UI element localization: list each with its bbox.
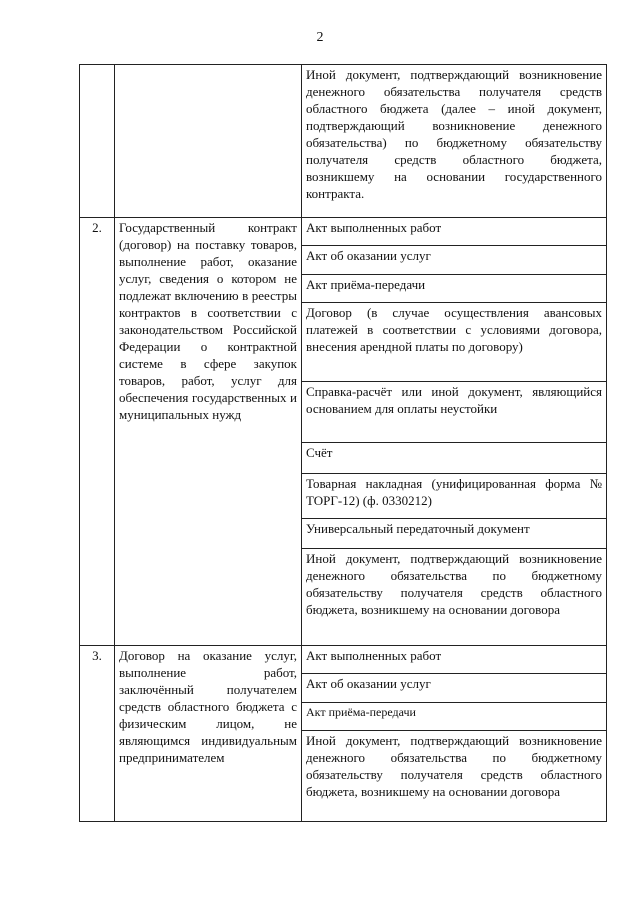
document-cell: Договор (в случае осуществления авансовых платежей в соответствии с условиями договора, внесения арендной платы по договору) — [302, 303, 607, 382]
document-cell: Акт приёма-передачи — [302, 275, 607, 303]
document-cell: Акт об оказании услуг — [302, 674, 607, 703]
row-description: Договор на оказание услуг, выполнение работ, заключённый получателем средств областного бюджета с физическим лицом, не являющимся индивидуальным предпринимателем — [115, 646, 302, 822]
row-number — [80, 65, 115, 218]
document-cell: Акт об оказании услуг — [302, 246, 607, 275]
row-description: Государственный контракт (договор) на поставку товаров, выполнение работ, оказание услуг, сведения о котором не подлежат включению в реестры контрактов в соответствии с законодательством Российской Федерации о контрактной системе в сфере закупок товаров, работ, услуг для обеспечения государственных и муниципальных нужд — [115, 218, 302, 646]
table-row — [80, 65, 607, 218]
document-cell: Товарная накладная (унифицированная форма № ТОРГ-12) (ф. 0330212) — [302, 474, 607, 519]
document-cell: Универсальный передаточный документ — [302, 519, 607, 549]
page-number: 2 — [316, 30, 324, 45]
document-cell: Справка-расчёт или иной документ, являющийся основанием для оплаты неустойки — [302, 382, 607, 443]
table-row — [80, 646, 607, 674]
document-cell: Акт выполненных работ — [302, 646, 607, 674]
row-description — [115, 65, 302, 218]
row-number: 3. — [80, 646, 115, 822]
document-cell: Иной документ, подтверждающий возникновение денежного обязательства по бюджетному обязательству получателя средств областного бюджета, возникшему на основании договора — [302, 731, 607, 822]
document-cell: Акт выполненных работ — [302, 218, 607, 246]
documents-table — [79, 64, 607, 822]
document-cell: Иной документ, подтверждающий возникновение денежного обязательства по бюджетному обязательству получателя средств областного бюджета, возникшему на основании договора — [302, 549, 607, 646]
document-cell: Акт приёма-передачи — [302, 703, 607, 731]
document-cell: Счёт — [302, 443, 607, 474]
table-row — [80, 218, 607, 246]
document-cell: Иной документ, подтверждающий возникновение денежного обязательства получателя средств областного бюджета (далее – иной документ, подтверждающий возникновение денежного обязательства) по бюджетному обязательству получателя средств областного бюджета, возникшему на основании государственного контракта. — [302, 65, 607, 218]
row-number: 2. — [80, 218, 115, 646]
